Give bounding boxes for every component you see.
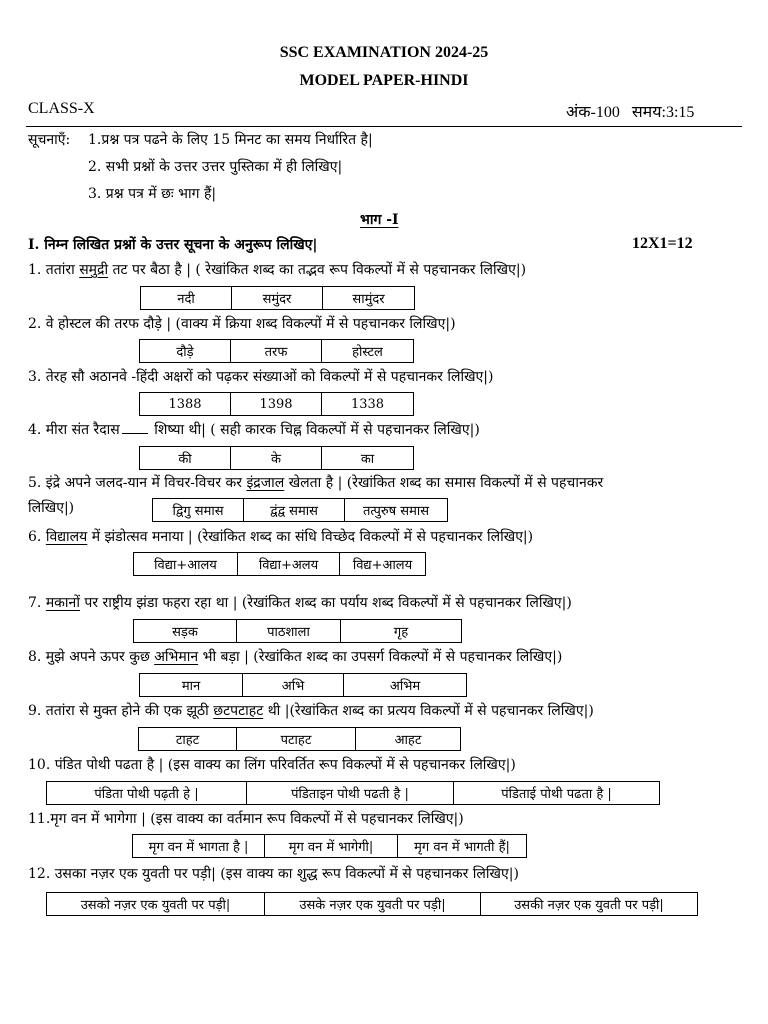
option[interactable]: मृग वन में भागेगी|	[265, 835, 398, 857]
option[interactable]: सामुंदर	[352, 292, 385, 307]
option[interactable]: 1398	[231, 393, 322, 415]
options-box	[139, 673, 467, 697]
section-title: भाग -I	[360, 212, 399, 228]
options-box	[139, 392, 414, 416]
option[interactable]: का	[360, 452, 375, 467]
options-box	[138, 727, 461, 751]
option[interactable]: आहट	[394, 733, 422, 748]
option[interactable]: पंडिताई पोथी पढता है |	[501, 787, 612, 802]
option[interactable]: सड़क	[134, 620, 237, 642]
option[interactable]: तत्पुरुष समास	[362, 504, 430, 519]
question-5-continued: लिखिए|)	[28, 500, 75, 516]
option[interactable]: उसकी नज़र एक युवती पर पड़ी|	[514, 898, 664, 913]
question-7: 7. मकानों पर राष्ट्रीय झंडा फहरा रहा था | (रेखांकित शब्द का पर्याय शब्द विकल्पों में से पहचानकर लिखिए|)	[28, 595, 572, 611]
options-box	[133, 552, 426, 576]
option[interactable]: तरफ	[231, 340, 322, 362]
option[interactable]: 1338	[350, 396, 385, 412]
option[interactable]: द्वंद्व समास	[244, 499, 345, 521]
option[interactable]: मान	[140, 674, 243, 696]
option[interactable]: के	[231, 447, 322, 469]
option[interactable]: होस्टल	[352, 345, 383, 360]
class-label: CLASS-X	[28, 100, 95, 117]
option[interactable]: 1388	[140, 393, 231, 415]
option[interactable]: गृह	[393, 625, 409, 640]
question-2: 2. वे होस्टल की तरफ दौड़े | (वाक्य में क्रिया शब्द विकल्पों में से पहचानकर लिखिए|)	[28, 316, 456, 332]
option[interactable]: विद्या+अलय	[238, 553, 340, 575]
option[interactable]: नदी	[141, 287, 232, 309]
exam-title: SSC EXAMINATION 2024-25	[279, 44, 489, 61]
option[interactable]: पंडिताइन पोथी पढती है |	[247, 782, 454, 804]
question-10: 10. पंडित पोथी पढता है | (इस वाक्य का लिंग परिवर्तित रूप विकल्पों में से पहचानकर लिखिए|)	[28, 757, 516, 773]
option[interactable]: पंडिता पोथी पढ़ती हे |	[47, 782, 247, 804]
option[interactable]: पटाहट	[237, 728, 356, 750]
question-1: 1. ततांरा समुद्री तट पर बैठा है | ( रेखांकित शब्द का तद्भव रूप विकल्पों में से पहचानकर लिखिए|)	[28, 262, 527, 278]
option[interactable]: विद्या+आलय	[134, 553, 238, 575]
question-6: 6. विद्यालय में झंडोत्सव मनाया | (रेखांकित शब्द का संधि विच्छेद विकल्पों में से पहचानकर लिखिए|)	[28, 529, 534, 545]
section-marks: 12X1=12	[632, 235, 693, 252]
options-box	[139, 339, 414, 363]
option[interactable]: मृग वन में भागती हैं|	[414, 840, 510, 855]
question-3: 3. तेरह सौ अठानवे -हिंदी अक्षरों को पढ़कर संख्याओं को विकल्पों में से पहचानकर लिखिए|)	[28, 369, 494, 385]
options-box	[46, 892, 698, 916]
option[interactable]: मृग वन में भागता है |	[133, 835, 265, 857]
marks-time: अंक-100 समय:3:15	[566, 104, 695, 121]
option[interactable]: विद्य+आलय	[352, 558, 413, 573]
option[interactable]: उसको नज़र एक युवती पर पड़ी|	[47, 893, 265, 915]
instruction-item: 3. प्रश्न पत्र में छः भाग हैं|	[88, 186, 217, 202]
header-divider	[26, 126, 742, 127]
option[interactable]: समुंदर	[232, 287, 323, 309]
options-box	[132, 834, 527, 858]
answer-blank	[122, 433, 148, 434]
options-box	[139, 446, 414, 470]
option[interactable]: पाठशाला	[237, 620, 341, 642]
option[interactable]: उसके नज़र एक युवती पर पड़ी|	[265, 893, 481, 915]
question-8: 8. मुझे अपने ऊपर कुछ अभिमान भी बड़ा | (रेखांकित शब्द का उपसर्ग विकल्पों में से पहचानकर लिखिए|)	[28, 649, 563, 665]
question-12: 12. उसका नज़र एक युवती पर पड़ी| (इस वाक्य का शुद्ध रूप विकल्पों में से पहचानकर लिखिए|)	[28, 866, 519, 882]
question-11: 11.मृग वन में भागेगा | (इस वाक्य का वर्तमान रूप विकल्पों में से पहचानकर लिखिए|)	[28, 811, 464, 827]
option[interactable]: की	[140, 447, 231, 469]
question-9: 9. ततांरा से मुक्त होने की एक झूठी छटपटाहट थी |(रेखांकित शब्द का प्रत्यय विकल्पों में से पहचानकर लिखिए|)	[28, 703, 594, 719]
section-heading: I. निम्न लिखित प्रश्नों के उत्तर सूचना के अनुरूप लिखिए|	[28, 237, 318, 253]
options-box	[140, 286, 415, 310]
options-box	[152, 498, 448, 522]
question-4: 4. मीरा संत रैदास शिष्या थी| ( सही कारक चिह्न विकल्पों में से पहचानकर लिखिए|)	[28, 422, 480, 438]
options-box	[46, 781, 660, 805]
option[interactable]: दौड़े	[140, 340, 231, 362]
option[interactable]: टाहट	[139, 728, 237, 750]
instructions-label: सूचनाएँ:	[28, 132, 71, 148]
option[interactable]: अभि	[243, 674, 344, 696]
paper-title: MODEL PAPER-HINDI	[299, 72, 469, 89]
option[interactable]: द्विगु समास	[153, 499, 244, 521]
question-5: 5. इंद्रे अपने जलद-यान में विचर-विचर कर इंद्रजाल खेलता है | (रेखांकित शब्द का समास विकल्पों में से पहचानकर	[28, 475, 604, 491]
options-box	[133, 619, 462, 643]
option[interactable]: अभिम	[389, 679, 421, 694]
instruction-item: 2. सभी प्रश्नों के उत्तर उत्तर पुस्तिका में ही लिखिए|	[88, 159, 343, 175]
instruction-item: 1.प्रश्न पत्र पढने के लिए 15 मिनट का समय निर्धारित है|	[88, 132, 373, 148]
